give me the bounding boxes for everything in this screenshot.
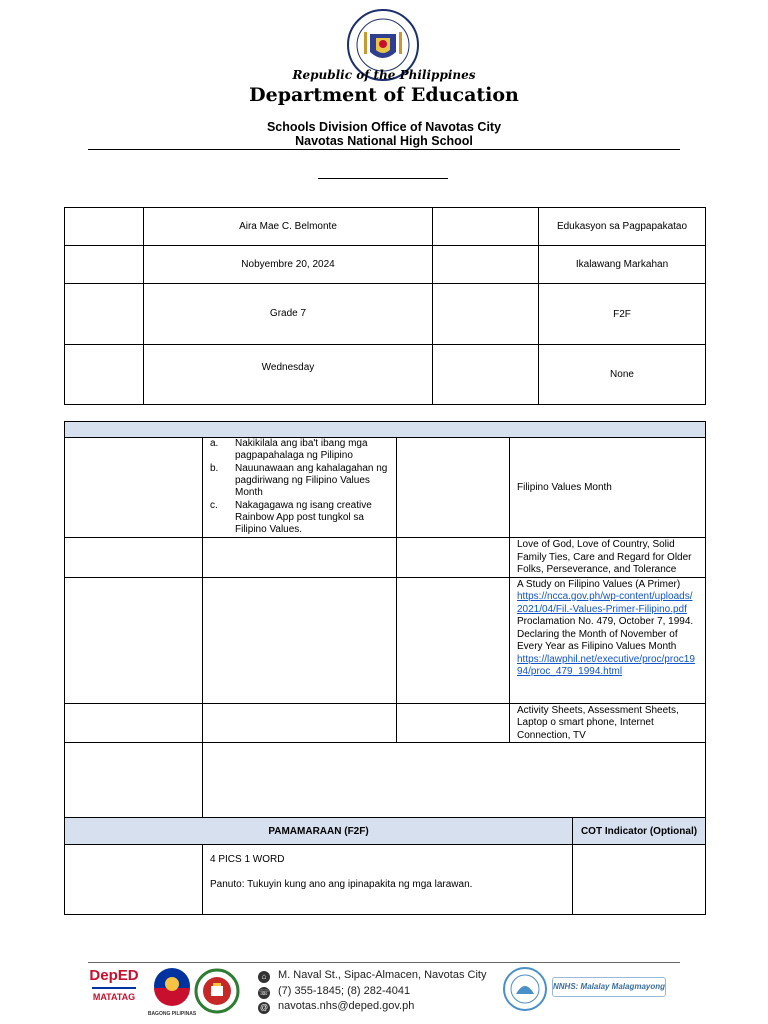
- activity-instruction: Panuto: Tukuyin kung ano ang ipinapakita ng mga larawan.: [210, 878, 473, 890]
- label-cell: [65, 284, 144, 345]
- table-row: [65, 208, 706, 246]
- nnhs-seal-logo: [502, 966, 548, 1012]
- list-item: b. Nauunawaan ang kahalagahan ng pagdiriwang ng Filipino Values Month: [210, 463, 388, 498]
- sun-icon: [152, 966, 192, 1006]
- label-cell: [397, 538, 510, 578]
- bagong-pilipinas-logo: BAGONG PILIPINAS: [146, 966, 198, 1018]
- footer-address: M. Naval St., Sipac-Almacen, Navotas City: [278, 969, 487, 981]
- table-row: [65, 743, 706, 819]
- lesson-plan-table: [64, 421, 706, 819]
- label-cell: [65, 577, 203, 703]
- list-item: a. Nakikilala ang iba't ibang mga pagpapahalaga ng Pilipino: [210, 438, 368, 461]
- modality-cell: F2F: [539, 284, 706, 345]
- values-cell: Love of God, Love of Country, Solid Family Ties, Care and Regard for Older Folks, Perseverance, and Tolerance: [510, 538, 706, 578]
- teacher-name-cell: Aira Mae C. Belmonte: [144, 208, 433, 246]
- objectives-list: [203, 438, 396, 536]
- table-row: [65, 438, 706, 538]
- school-heading: Navotas National High School: [295, 134, 473, 148]
- footer-divider: [88, 962, 680, 963]
- quarter-cell: Ikalawang Markahan: [539, 246, 706, 284]
- label-cell: [65, 438, 203, 538]
- activity-cell: [203, 845, 573, 915]
- reference-title: A Study on Filipino Values (A Primer): [517, 578, 681, 590]
- section-header-cell: [65, 422, 706, 438]
- title-underline: [318, 178, 448, 179]
- label-cell: [397, 577, 510, 703]
- subject-cell: Edukasyon sa Pagpapakatao: [539, 208, 706, 246]
- nnhs-tagline: NNHS: Malalay Malagmayong: [552, 977, 666, 997]
- grade-cell: Grade 7: [144, 284, 433, 345]
- cot-cell: [573, 845, 706, 915]
- footer-email: navotas.nhs@deped.gov.ph: [278, 1000, 415, 1012]
- footer-phone: (7) 355-1845; (8) 282-4041: [278, 985, 411, 997]
- label-cell: [433, 208, 539, 246]
- materials-cell: Activity Sheets, Assessment Sheets, Laptop o smart phone, Internet Connection, TV: [510, 703, 706, 743]
- list-item: c. Nakagagawa ng isang creative Rainbow App post tungkol sa Filipino Values.: [210, 500, 372, 535]
- label-cell: [65, 845, 203, 915]
- lesson-info-table: [64, 207, 706, 405]
- label-cell: [65, 703, 203, 743]
- label-cell: [65, 246, 144, 284]
- label-cell: [65, 208, 144, 246]
- table-row: [65, 845, 706, 915]
- procedure-table: [64, 817, 706, 915]
- empty-cell: [203, 577, 397, 703]
- table-row: [65, 345, 706, 405]
- empty-cell: [203, 703, 397, 743]
- republic-heading: Republic of the Philippines: [292, 68, 476, 82]
- activity-title: 4 PICS 1 WORD: [210, 854, 285, 865]
- email-icon: @: [259, 1003, 269, 1012]
- reference-link[interactable]: https://lawphil.net/executive/proc/proc1994/proc_479_1994.html: [517, 653, 695, 677]
- procedure-header-row: [65, 818, 706, 845]
- remarks-cell: None: [539, 345, 706, 405]
- deped-matatag-logo: DepED MATATAG: [89, 967, 139, 1002]
- table-row: [65, 284, 706, 345]
- references-cell: [510, 577, 706, 703]
- objectives-cell: [203, 438, 397, 538]
- label-cell: [65, 743, 203, 819]
- label-cell: [65, 345, 144, 405]
- phone-icon: ☏: [258, 988, 269, 997]
- header-divider: [88, 149, 680, 150]
- cot-indicator-header: COT Indicator (Optional): [573, 818, 706, 845]
- table-row: [65, 703, 706, 743]
- section-header-row: [65, 422, 706, 438]
- division-heading: Schools Division Office of Navotas City: [266, 120, 502, 134]
- empty-cell: [203, 538, 397, 578]
- location-icon: ⌂: [258, 971, 270, 983]
- day-cell: Wednesday: [144, 345, 433, 405]
- topic-cell: Filipino Values Month: [510, 438, 706, 538]
- reference-link[interactable]: https://ncca.gov.ph/wp-content/uploads/2021/04/Fil.-Values-Primer-Filipino.pdf: [517, 591, 693, 615]
- date-cell: Nobyembre 20, 2024: [144, 246, 433, 284]
- label-cell: [397, 438, 510, 538]
- table-row: [65, 246, 706, 284]
- procedure-header: PAMAMARAAN (F2F): [65, 818, 573, 845]
- label-cell: [65, 538, 203, 578]
- reference-title: Proclamation No. 479, October 7, 1994. Declaring the Month of November of Every Year as Filipino Values Month: [517, 616, 694, 652]
- department-heading: Department of Education: [249, 84, 519, 106]
- label-cell: [397, 703, 510, 743]
- empty-cell: [203, 743, 706, 819]
- label-cell: [433, 246, 539, 284]
- label-cell: [433, 345, 539, 405]
- table-row: [65, 538, 706, 578]
- label-cell: [433, 284, 539, 345]
- school-seal-logo: [194, 968, 240, 1014]
- table-row: [65, 577, 706, 703]
